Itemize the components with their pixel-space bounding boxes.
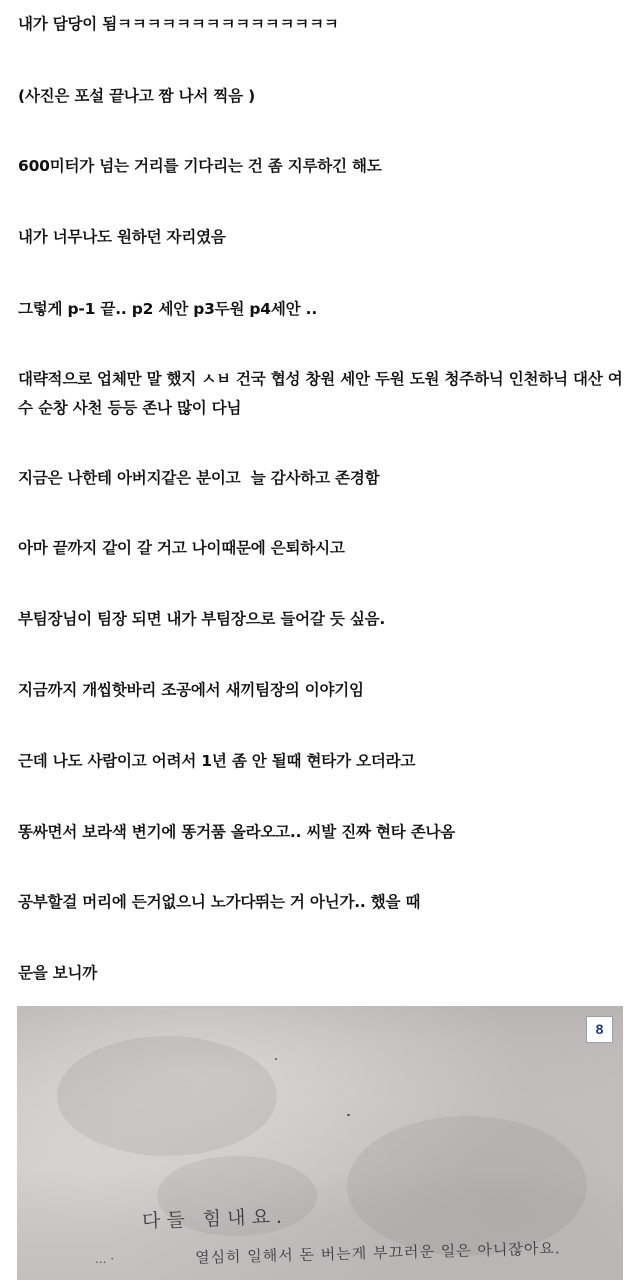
door-photo — [17, 1006, 623, 1280]
post-line: 내가 담당이 됨ㅋㅋㅋㅋㅋㅋㅋㅋㅋㅋㅋㅋㅋㅋㅋ — [18, 15, 339, 33]
post-line: 똥싸면서 보라색 변기에 똥거품 올라오고.. 씨발 진짜 현타 존나옴 — [18, 823, 456, 841]
handwriting-marks: ... · — [95, 1252, 115, 1266]
photo-stain — [347, 1116, 587, 1256]
post-line: 대략적으로 업체만 말 했지 ㅅㅂ 건국 협성 창원 세안 두원 도원 청주하닉 인천하닉 대산 여수 순창 사천 등등 존나 많이 다님 — [18, 370, 623, 417]
post-line: 600미터가 넘는 거리를 기다리는 건 좀 지루하긴 해도 — [18, 157, 382, 175]
post-line: 아마 끝까지 같이 갈 거고 나이때문에 은퇴하시고 — [18, 539, 345, 557]
image-number-badge: 8 — [586, 1016, 613, 1043]
handwriting-line: 열심히 일해서 돈 버는게 부끄러운 일은 아니잖아요. — [194, 1239, 561, 1267]
post-line: 내가 너무나도 원하던 자리였음 — [18, 228, 226, 246]
photo-stain — [57, 1036, 277, 1156]
post-line: 문을 보니까 — [18, 964, 98, 982]
post-line: 공부할걸 머리에 든거없으니 노가다뛰는 거 아닌가.. 했을 때 — [18, 893, 421, 911]
handwriting-line: 다들 힘내요. — [141, 1205, 289, 1233]
post-line: 근데 나도 사람이고 어려서 1년 좀 안 될때 현타가 오더라고 — [18, 752, 416, 770]
post-line: 지금까지 개씹핫바리 조공에서 새끼팀장의 이야기임 — [18, 681, 364, 699]
post-line: 부팀장님이 팀장 되면 내가 부팀장으로 들어갈 듯 싶음. — [18, 610, 386, 628]
post-line: 지금은 나한테 아버지같은 분이고 늘 감사하고 존경함 — [18, 469, 380, 487]
post-line: 그렇게 p-1 끝.. p2 세안 p3두원 p4세안 .. — [18, 300, 318, 318]
photo-speck — [275, 1058, 277, 1060]
post-line: (사진은 포설 끝나고 짬 나서 찍음 ) — [18, 87, 255, 105]
photo-speck — [347, 1114, 350, 1116]
